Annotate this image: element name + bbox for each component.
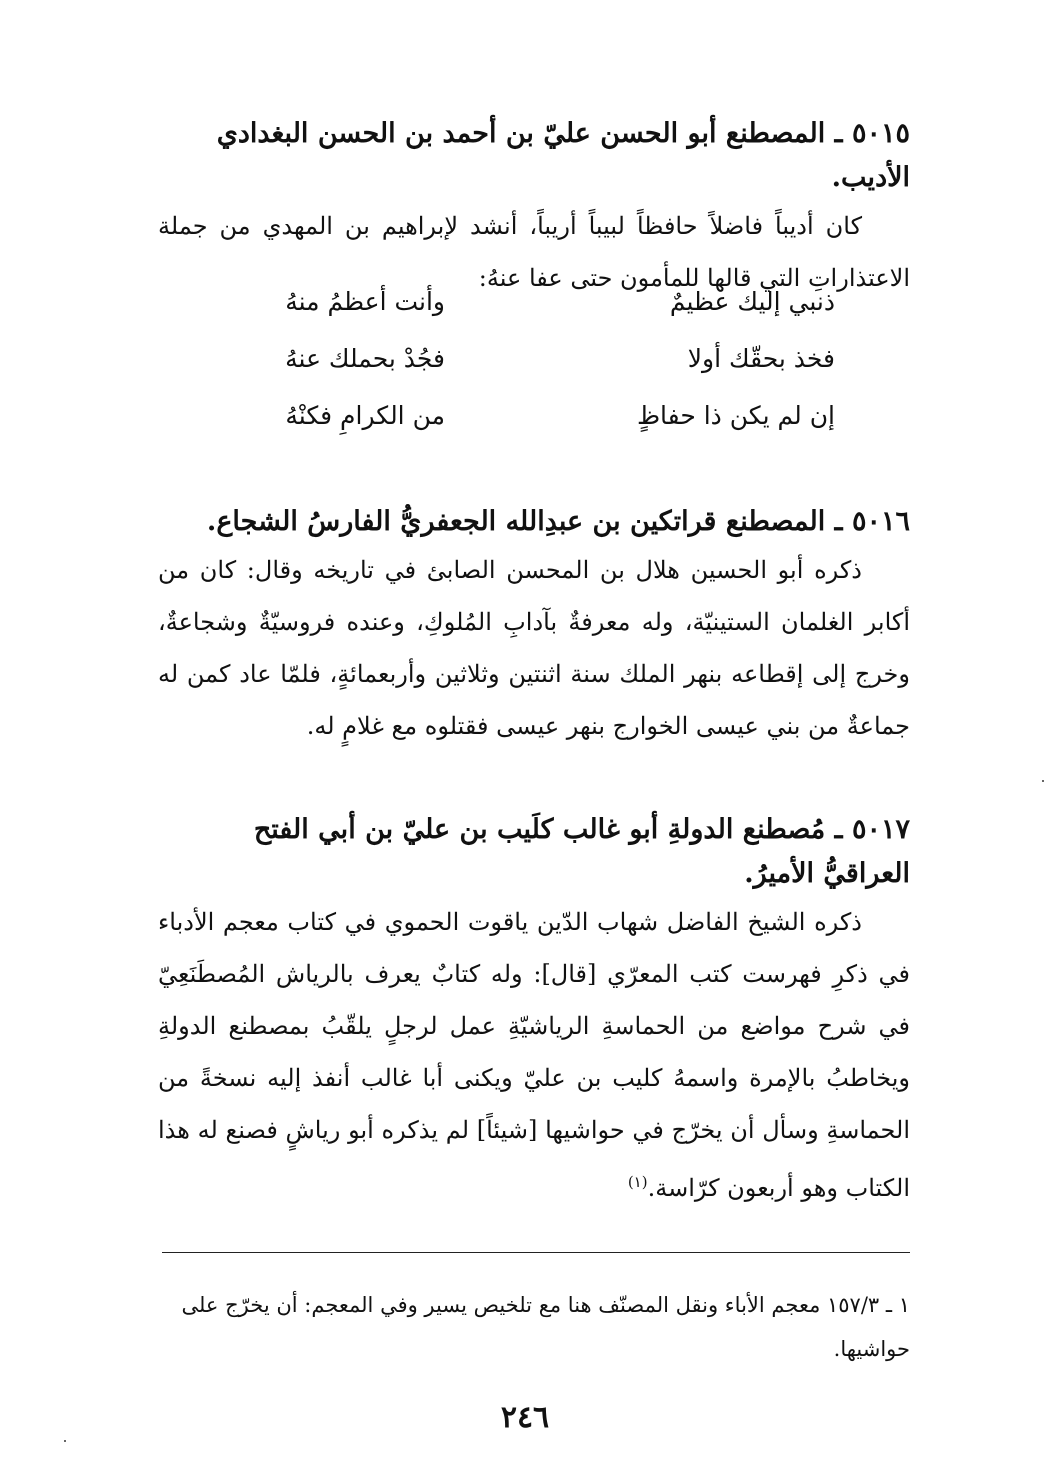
first-hemistich: ذنبي إليك عظيمٌ (669, 287, 835, 316)
poem-verse (205, 273, 835, 330)
entry-body (158, 896, 910, 1214)
footnote: ١ ـ ١٥٧/٣ معجم الأباء ونقل المصنّف هنا مع تلخيص يسير وفي المعجم: أن يخرّج على حواشيها. (181, 1293, 910, 1361)
footnote-reference: (١) (627, 1173, 648, 1191)
page-number: ٢٤٦ (500, 1400, 550, 1435)
entry-heading: ٥٠١٦ ـ المصطنع قراتكين بن عبدِالله الجعفريُّ الفارسُ الشجاع. (206, 506, 910, 537)
entry-body: ذكره أبو الحسين هلال بن المحسن الصابئ في تاريخه وقال: كان من أكابر الغلمان الستينيّة، وله معرفةٌ بآدابِ المُلوكِ، وعنده فروسيّةٌ وشجاعةٌ، وخرج إلى إقطاعه بنهر الملك سنة اثنتين وثلاثين وأربعمائةٍ، فلمّا عاد كمن له جماعةٌ من بني عيسى الخوارج بنهر عيسى فقتلوه مع غلامٍ له. (158, 556, 910, 740)
poem-verse (205, 330, 835, 387)
entry-heading: ٥٠١٧ ـ مُصطنع الدولةِ أبو غالب كلَيب بن عليّ بن أبي الفتح العراقيُّ الأميرُ. (253, 814, 910, 889)
second-hemistich: فجُدْ بحملك عنهُ (285, 344, 445, 373)
second-hemistich: من الكرامِ فكنْهُ (285, 401, 445, 430)
entry-body-text: ذكره الشيخ الفاضل شهاب الدّين ياقوت الحموي في كتاب معجم الأدباء في ذكرِ فهرست كتب المعرّي [قال]: وله كتابٌ يعرف بالرياش المُصطَنَعِيّ في شرح مواضع من الحماسةِ الرياشيّةِ عمل لرجلٍ يلقّبُ بمصطنع الدولةِ ويخاطبُ بالإمرة واسمهُ كليب بن عليّ ويكنى أبا غالب أنفذ إليه نسخةً من الحماسةِ وسأل أن يخرّج في حواشيها [شيئاً] لم يذكره أبو رياشٍ فصنع له هذا الكتاب وهو أربعون كرّاسة. (158, 908, 911, 1202)
entry-5017 (158, 808, 910, 1214)
poem-verse (205, 387, 835, 444)
entry-heading: ٥٠١٥ ـ المصطنع أبو الحسن عليّ بن أحمد بن الحسن البغدادي الأديب. (216, 118, 910, 193)
footnote-separator (162, 1252, 910, 1253)
entry-5016 (158, 500, 910, 752)
entry-body: كان أديباً فاضلاً حافظاً لبيباً أريباً، أنشد لإبراهيم بن المهدي من جملة الاعتذاراتِ التي قالها للمأمون حتى عفا عنهُ: (158, 212, 910, 292)
first-hemistich: فخذ بحقّك أولا (687, 344, 835, 373)
second-hemistich: وأنت أعظمُ منهُ (285, 287, 445, 316)
scan-speck (1042, 780, 1044, 782)
poem (205, 273, 835, 444)
scan-speck (64, 1440, 66, 1442)
first-hemistich: إن لم يكن ذا حفاظٍ (636, 401, 835, 430)
